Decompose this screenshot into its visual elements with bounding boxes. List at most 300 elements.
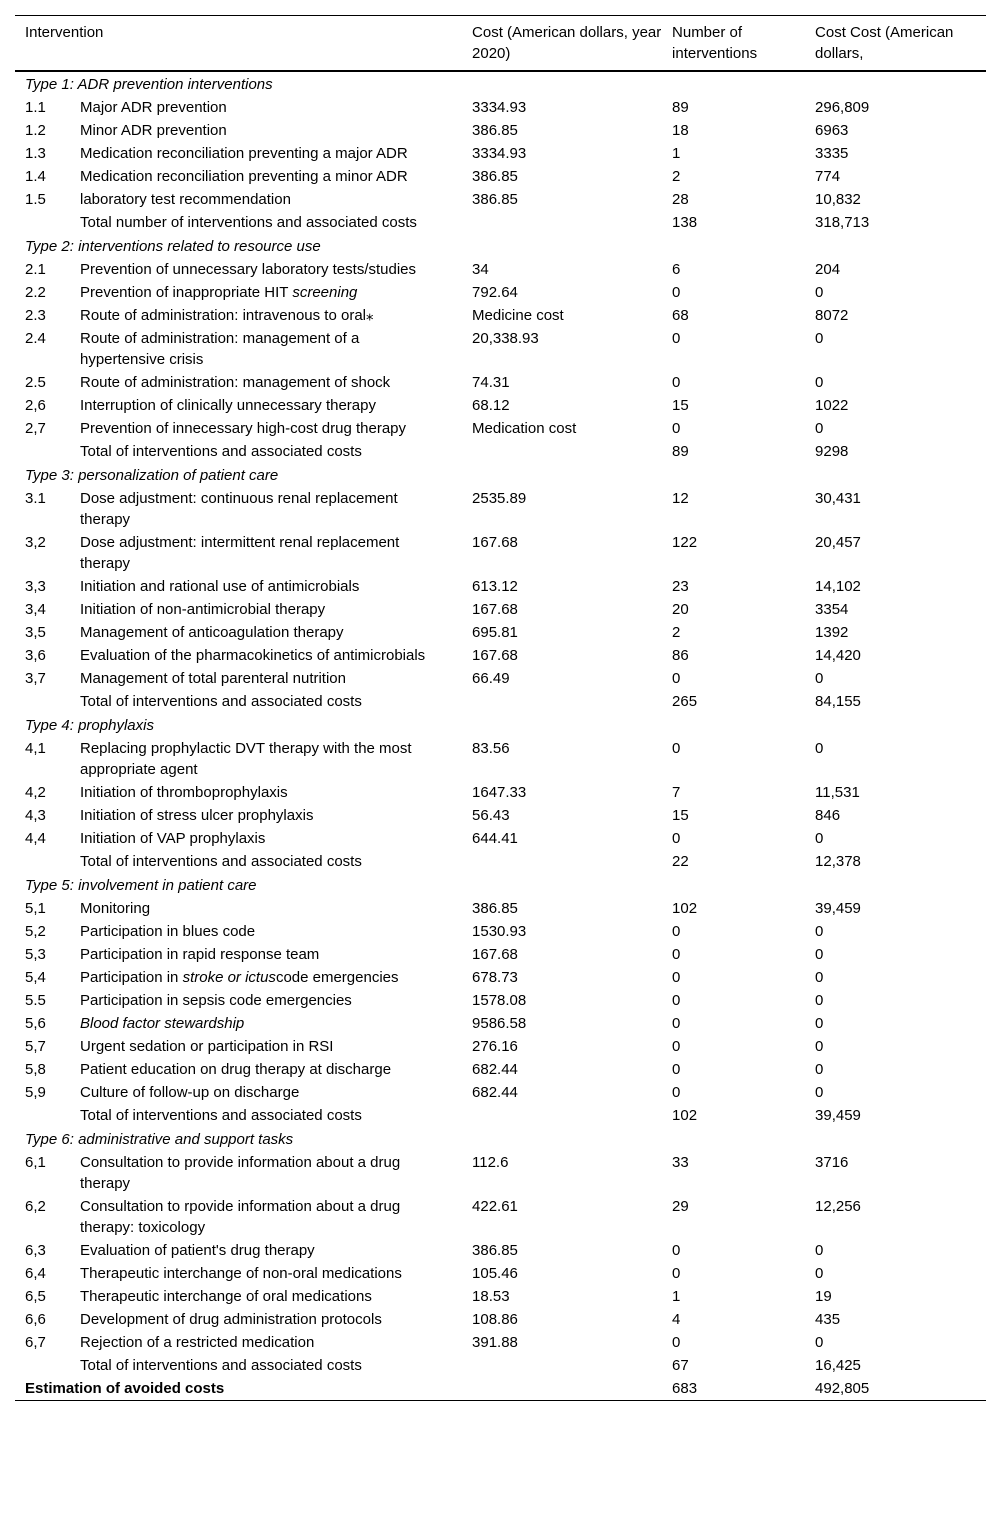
row-unit-cost: 68.12 [472,397,510,414]
row-count: 4 [672,1311,681,1328]
row-total-cost: 3335 [815,145,849,162]
row-id: 2,7 [25,420,46,437]
row-description-italic: Blood factor stewardship [80,1015,245,1032]
section-total-row [15,690,986,713]
section-total-label: Total of interventions and associated costs [80,1107,362,1124]
row-id: 5,3 [25,946,46,963]
table-row [15,667,986,690]
row-count: 28 [672,191,689,208]
grand-total-row [15,1377,986,1401]
row-unit-cost: 9586.58 [472,1015,527,1032]
row-id: 2.3 [25,307,46,324]
row-unit-cost: 167.68 [472,946,518,963]
row-id: 4,3 [25,807,46,824]
row-description-italic: stroke or ictus [182,969,276,986]
row-description: Initiation of VAP prophylaxis [80,830,266,847]
row-count: 15 [672,397,689,414]
row-total-cost: 774 [815,168,841,185]
row-description: Interruption of clinically unnecessary therapy [80,397,376,414]
row-unit-cost: 695.81 [472,624,518,641]
row-count: 122 [672,534,698,551]
row-total-cost: 20,457 [815,534,861,551]
row-description: Route of administration: intravenous to oral⁎ [80,307,374,324]
row-unit-cost: 56.43 [472,807,510,824]
row-unit-cost: 167.68 [472,534,518,551]
row-count: 0 [672,284,681,301]
row-id: 2.4 [25,330,46,347]
row-total-cost: 10,832 [815,191,861,208]
row-id: 1.5 [25,191,46,208]
row-description: Medication reconciliation preventing a major ADR [80,145,408,162]
table-row [15,119,986,142]
row-description-part: Prevention of inappropriate HIT [80,284,293,301]
row-count: 7 [672,784,681,801]
table-row [15,327,986,371]
row-id: 5,7 [25,1038,46,1055]
row-unit-cost: 386.85 [472,1242,518,1259]
row-count: 0 [672,740,681,757]
row-total-cost: 0 [815,1061,824,1078]
row-count: 15 [672,807,689,824]
row-description: Evaluation of patient's drug therapy [80,1242,315,1259]
row-description: Rejection of a restricted medication [80,1334,315,1351]
row-unit-cost: 3334.93 [472,145,527,162]
row-description: Dose adjustment: continuous renal replacement therapy [80,490,398,528]
row-id-empty [15,1354,80,1377]
table-row [15,989,986,1012]
row-unit-cost: 167.68 [472,647,518,664]
table-row [15,1058,986,1081]
row-count: 29 [672,1198,689,1215]
row-id: 5.5 [25,992,46,1009]
row-total-cost: 0 [815,284,824,301]
row-description: Prevention of innecessary high-cost drug therapy [80,420,407,437]
row-total-cost: 6963 [815,122,849,139]
row-count: 0 [672,830,681,847]
section-total-cost: 9298 [815,443,849,460]
row-unit-cost: 422.61 [472,1198,518,1215]
row-description [80,966,472,989]
row-total-cost: 0 [815,992,824,1009]
row-id: 2.1 [25,261,46,278]
row-total-cost: 3354 [815,601,849,618]
table-header-row [15,16,986,72]
table-body [15,71,986,1401]
row-description: Patient education on drug therapy at discharge [80,1061,392,1078]
table-row [15,394,986,417]
row-id: 2,6 [25,397,46,414]
row-total-cost: 204 [815,261,841,278]
row-id: 6,2 [25,1198,46,1215]
row-description: Participation in blues code [80,923,256,940]
row-unit-cost: 83.56 [472,740,510,757]
row-id: 1.4 [25,168,46,185]
row-unit-cost: 276.16 [472,1038,518,1055]
row-description: Minor ADR prevention [80,122,227,139]
cost-table-container [15,15,986,1401]
table-row [15,531,986,575]
row-description: laboratory test recommendation [80,191,291,208]
section-total-count: 89 [672,443,689,460]
row-description: Route of administration: management of a hypertensive crisis [80,330,360,368]
section-header-row [15,1127,986,1151]
row-unit-cost: 613.12 [472,578,518,595]
row-unit-cost-empty [472,1104,672,1127]
row-description: Therapeutic interchange of oral medications [80,1288,372,1305]
row-count: 86 [672,647,689,664]
row-unit-cost: Medicine cost [472,307,564,324]
table-row [15,1262,986,1285]
row-count: 0 [672,992,681,1009]
row-description: Evaluation of the pharmacokinetics of antimicrobials [80,647,426,664]
table-row [15,781,986,804]
table-row [15,943,986,966]
row-unit-cost: 1578.08 [472,992,527,1009]
row-total-cost: 0 [815,1038,824,1055]
header-number: Number of interventions [672,24,758,62]
header-cost: Cost (American dollars, year 2020) [472,24,662,62]
row-id: 5,2 [25,923,46,940]
section-title: Type 1: ADR prevention interventions [25,76,273,93]
row-count: 20 [672,601,689,618]
row-id: 5,1 [25,900,46,917]
row-count: 1 [672,1288,681,1305]
row-unit-cost: 34 [472,261,489,278]
row-total-cost: 0 [815,830,824,847]
row-unit-cost: 66.49 [472,670,510,687]
table-row [15,281,986,304]
row-id-empty [15,850,80,873]
row-id: 5,9 [25,1084,46,1101]
row-description: Initiation of thromboprophylaxis [80,784,288,801]
row-unit-cost: 20,338.93 [472,330,539,347]
row-total-cost: 0 [815,420,824,437]
table-row [15,1012,986,1035]
table-row [15,1081,986,1104]
row-unit-cost-empty [472,850,672,873]
section-total-row [15,211,986,234]
row-id-empty [15,440,80,463]
row-count: 0 [672,1242,681,1259]
row-count: 0 [672,670,681,687]
row-unit-cost: 167.68 [472,601,518,618]
row-id: 6,3 [25,1242,46,1259]
table-row [15,1308,986,1331]
row-id: 6,7 [25,1334,46,1351]
row-description: Medication reconciliation preventing a minor ADR [80,168,408,185]
row-count: 33 [672,1154,689,1171]
table-row [15,371,986,394]
row-count: 0 [672,923,681,940]
row-id-empty [15,690,80,713]
row-total-cost: 3716 [815,1154,849,1171]
row-count: 0 [672,330,681,347]
row-total-cost: 0 [815,374,824,391]
row-description: Dose adjustment: intermittent renal replacement therapy [80,534,400,572]
row-count: 2 [672,168,681,185]
row-id: 1.2 [25,122,46,139]
row-unit-cost: 1530.93 [472,923,527,940]
row-description: Route of administration: management of shock [80,374,391,391]
row-description: Development of drug administration protocols [80,1311,382,1328]
table-row [15,487,986,531]
row-count: 0 [672,946,681,963]
row-description [80,281,472,304]
row-description: Prevention of unnecessary laboratory tests/studies [80,261,417,278]
table-row [15,621,986,644]
row-total-cost: 30,431 [815,490,861,507]
row-id: 3,4 [25,601,46,618]
section-total-cost: 16,425 [815,1357,861,1374]
row-id: 6,4 [25,1265,46,1282]
row-total-cost: 39,459 [815,900,861,917]
row-id: 5,6 [25,1015,46,1032]
row-count: 1 [672,145,681,162]
section-total-label: Total of interventions and associated costs [80,693,362,710]
row-id: 4,2 [25,784,46,801]
row-description-italic: screening [292,284,358,301]
section-total-count: 102 [672,1107,698,1124]
row-total-cost: 1392 [815,624,849,641]
row-description: Participation in rapid response team [80,946,320,963]
section-header-row [15,463,986,487]
section-total-row [15,850,986,873]
section-header-row [15,234,986,258]
row-count: 0 [672,1015,681,1032]
row-count: 0 [672,969,681,986]
row-total-cost: 8072 [815,307,849,324]
table-row [15,598,986,621]
row-total-cost: 1022 [815,397,849,414]
table-row [15,644,986,667]
row-description: Therapeutic interchange of non-oral medications [80,1265,402,1282]
row-total-cost: 0 [815,1265,824,1282]
table-row [15,304,986,327]
row-total-cost: 0 [815,946,824,963]
table-row [15,417,986,440]
row-total-cost: 0 [815,969,824,986]
row-description: Major ADR prevention [80,99,227,116]
row-total-cost: 11,531 [815,784,860,801]
row-id: 5,8 [25,1061,46,1078]
row-description: Consultation to rpovide information about a drug therapy: toxicology [80,1198,401,1236]
table-row [15,1239,986,1262]
section-total-row [15,440,986,463]
grand-total-count: 683 [672,1380,698,1397]
row-description: Replacing prophylactic DVT therapy with the most appropriate agent [80,740,412,778]
row-unit-cost: 105.46 [472,1265,518,1282]
section-title: Type 5: involvement in patient care [25,877,257,894]
avoided-costs-table [15,15,986,1401]
row-id: 5,4 [25,969,46,986]
row-description: Initiation and rational use of antimicrobials [80,578,360,595]
row-description: Participation in sepsis code emergencies [80,992,352,1009]
row-id: 3,3 [25,578,46,595]
row-description: Management of anticoagulation therapy [80,624,344,641]
section-total-row [15,1104,986,1127]
section-total-label: Total number of interventions and associated costs [80,214,417,231]
table-row [15,165,986,188]
row-count: 6 [672,261,681,278]
row-total-cost: 0 [815,670,824,687]
row-description: Initiation of non-antimicrobial therapy [80,601,326,618]
row-count: 2 [672,624,681,641]
row-unit-cost: 2535.89 [472,490,527,507]
row-id: 3.1 [25,490,46,507]
section-total-count: 67 [672,1357,689,1374]
row-unit-cost: 678.73 [472,969,518,986]
row-description-part: code emergencies [275,969,399,986]
row-id: 3,2 [25,534,46,551]
table-row [15,920,986,943]
row-count: 89 [672,99,689,116]
table-row [15,96,986,119]
row-description: Initiation of stress ulcer prophylaxis [80,807,314,824]
row-total-cost: 12,256 [815,1198,861,1215]
row-id: 1.1 [25,99,46,116]
row-count: 0 [672,1061,681,1078]
row-unit-cost: 682.44 [472,1084,518,1101]
table-row [15,1331,986,1354]
section-total-row [15,1354,986,1377]
row-total-cost: 19 [815,1288,832,1305]
row-unit-cost: 682.44 [472,1061,518,1078]
section-total-count: 265 [672,693,698,710]
row-unit-cost: 644.41 [472,830,518,847]
table-row [15,827,986,850]
row-unit-cost: 386.85 [472,122,518,139]
row-unit-cost: 386.85 [472,168,518,185]
row-id: 4,4 [25,830,46,847]
table-row [15,142,986,165]
row-unit-cost: 112.6 [472,1154,509,1171]
table-row [15,1035,986,1058]
row-description: Consultation to provide information about a drug therapy [80,1154,401,1192]
row-total-cost: 435 [815,1311,841,1328]
row-total-cost: 0 [815,1334,824,1351]
grand-total-cost: 492,805 [815,1380,870,1397]
row-id: 6,6 [25,1311,46,1328]
section-total-label: Total of interventions and associated costs [80,1357,362,1374]
table-row [15,966,986,989]
row-description: Monitoring [80,900,151,917]
section-total-cost: 318,713 [815,214,870,231]
section-total-cost: 39,459 [815,1107,861,1124]
row-count: 23 [672,578,689,595]
row-unit-cost-empty [472,211,672,234]
section-total-label: Total of interventions and associated costs [80,853,362,870]
table-row [15,1151,986,1195]
row-unit-cost: 1647.33 [472,784,527,801]
table-row [15,804,986,827]
row-count: 0 [672,420,681,437]
row-count: 0 [672,1265,681,1282]
row-total-cost: 0 [815,1084,824,1101]
row-count: 0 [672,1038,681,1055]
row-description-part: Participation in [80,969,183,986]
row-total-cost: 0 [815,1242,824,1259]
section-total-count: 22 [672,853,689,870]
section-title: Type 2: interventions related to resource use [25,238,321,255]
row-description: Management of total parenteral nutrition [80,670,346,687]
row-total-cost: 0 [815,330,824,347]
row-id: 1.3 [25,145,46,162]
row-id: 6,5 [25,1288,46,1305]
row-id: 3,7 [25,670,46,687]
row-unit-cost-empty [472,690,672,713]
table-row [15,897,986,920]
table-row [15,258,986,281]
row-description: Urgent sedation or participation in RSI [80,1038,334,1055]
row-total-cost: 296,809 [815,99,870,116]
section-header-row [15,71,986,96]
row-id: 6,1 [25,1154,46,1171]
row-unit-cost: 74.31 [472,374,510,391]
row-unit-cost: 108.86 [472,1311,518,1328]
row-description: Culture of follow-up on discharge [80,1084,300,1101]
row-count: 0 [672,1334,681,1351]
row-count: 68 [672,307,689,324]
row-description [80,1012,472,1035]
table-row [15,1285,986,1308]
row-total-cost: 14,102 [815,578,861,595]
table-row [15,188,986,211]
row-id-empty [15,1104,80,1127]
section-title: Type 4: prophylaxis [25,717,154,734]
table-row [15,1195,986,1239]
section-title: Type 6: administrative and support tasks [25,1131,294,1148]
section-total-count: 138 [672,214,698,231]
section-total-cost: 84,155 [815,693,861,710]
header-cost-total: Cost Cost (American dollars, [815,24,954,62]
row-unit-cost: 3334.93 [472,99,527,116]
row-id: 4,1 [25,740,46,757]
section-total-cost: 12,378 [815,853,861,870]
table-row [15,575,986,598]
row-unit-cost: 386.85 [472,191,518,208]
row-total-cost: 0 [815,1015,824,1032]
grand-total-label: Estimation of avoided costs [25,1380,225,1397]
row-count: 12 [672,490,689,507]
row-unit-cost: Medication cost [472,420,577,437]
row-unit-cost: 386.85 [472,900,518,917]
section-header-row [15,713,986,737]
row-count: 18 [672,122,689,139]
row-count: 102 [672,900,698,917]
row-unit-cost-empty [472,440,672,463]
row-count: 0 [672,1084,681,1101]
row-total-cost: 14,420 [815,647,861,664]
row-unit-cost: 391.88 [472,1334,518,1351]
row-unit-cost-empty [472,1354,672,1377]
row-count: 0 [672,374,681,391]
row-unit-cost: 792.64 [472,284,518,301]
row-id: 3,6 [25,647,46,664]
row-id: 3,5 [25,624,46,641]
table-row [15,737,986,781]
row-id: 2.5 [25,374,46,391]
row-total-cost: 0 [815,740,824,757]
row-total-cost: 0 [815,923,824,940]
section-total-label: Total of interventions and associated costs [80,443,362,460]
section-title: Type 3: personalization of patient care [25,467,279,484]
section-header-row [15,873,986,897]
row-total-cost: 846 [815,807,841,824]
row-unit-cost: 18.53 [472,1288,510,1305]
row-id: 2.2 [25,284,46,301]
header-intervention: Intervention [25,24,104,41]
row-id-empty [15,211,80,234]
